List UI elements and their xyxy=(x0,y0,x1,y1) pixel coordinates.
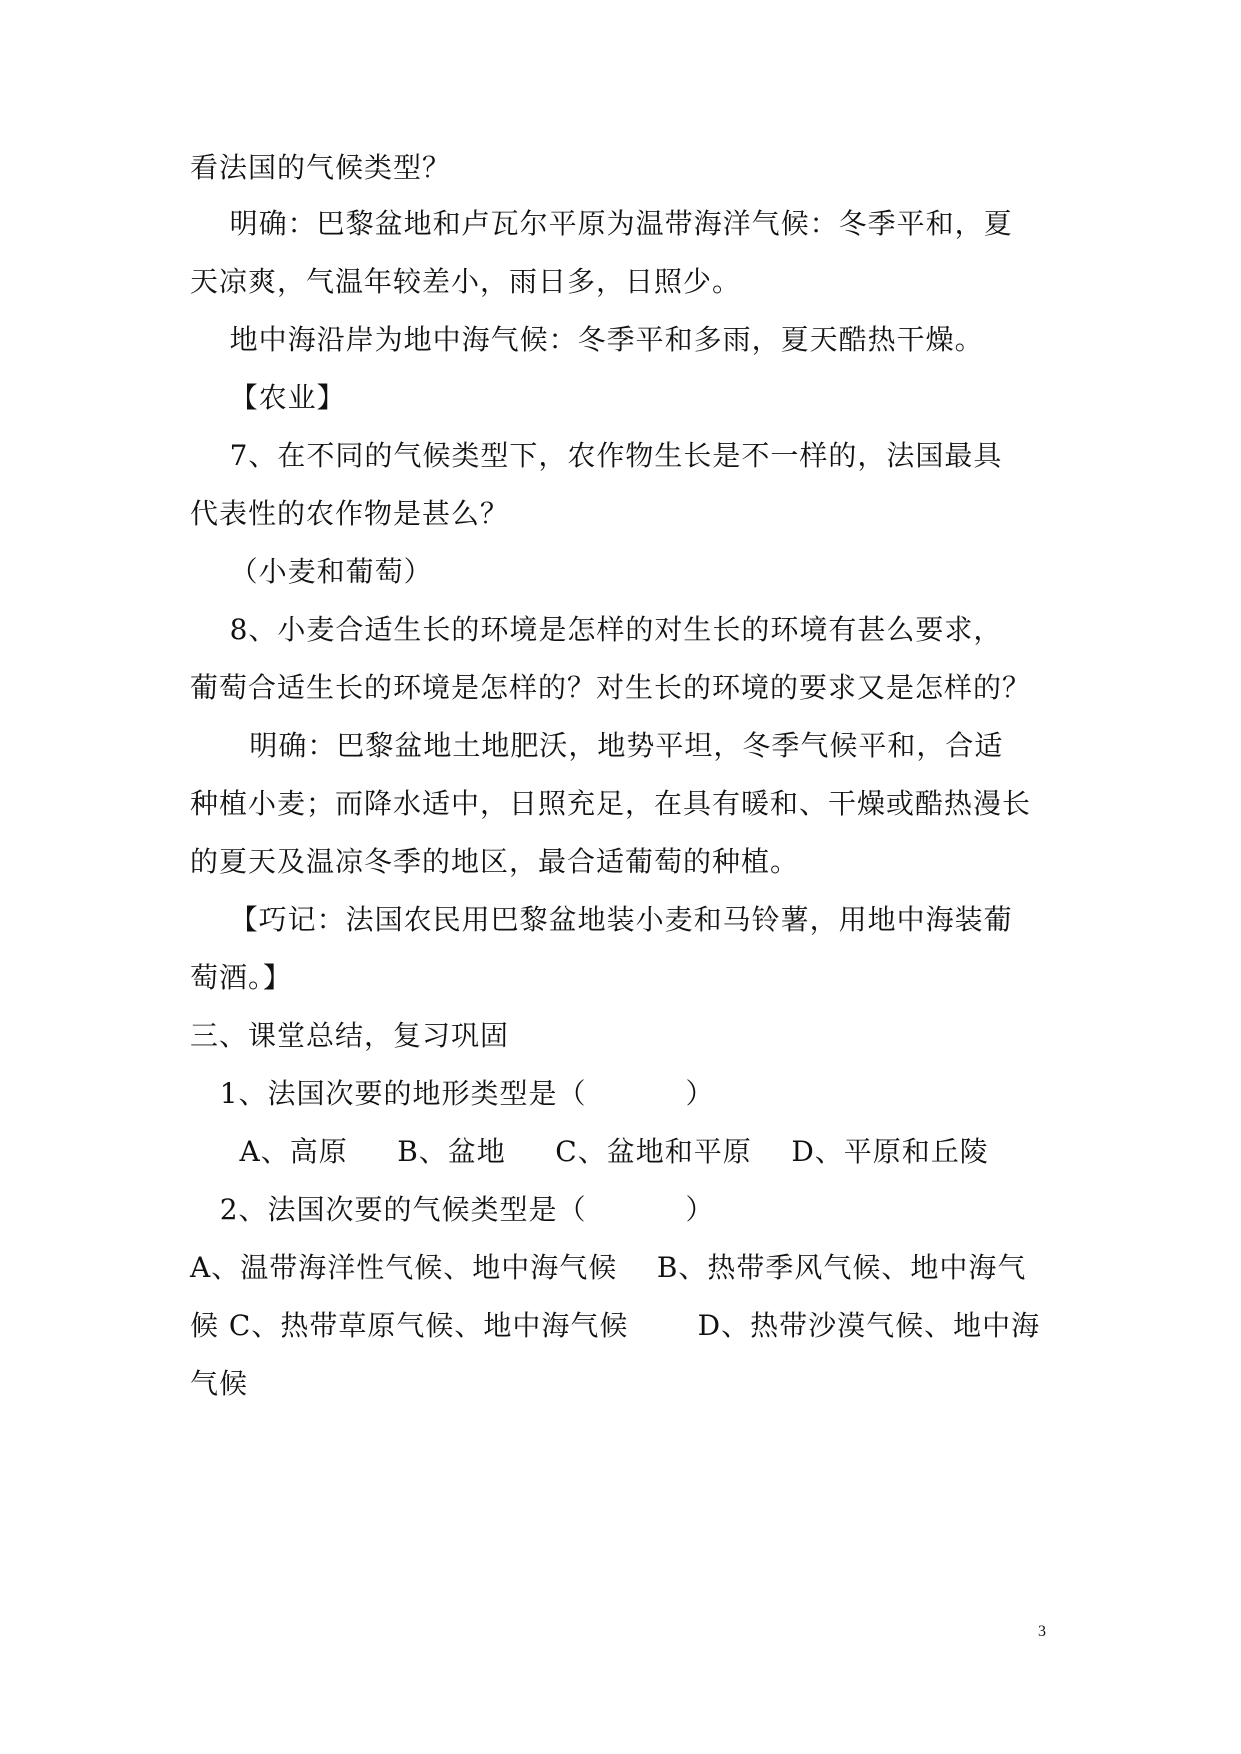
text-line: 明确：巴黎盆地土地肥沃，地势平坦，冬季气候平和，合适 xyxy=(190,729,1004,762)
text-line: 看法国的气候类型？ xyxy=(190,151,452,184)
answer-options: 气候 xyxy=(190,1367,249,1400)
text-line: 明确：巴黎盆地和卢瓦尔平原为温带海洋气候：冬季平和，夏 xyxy=(190,207,1013,240)
question-line: 1、法国次要的地形类型是（ ） xyxy=(190,1077,715,1110)
section-heading: 【农业】 xyxy=(190,381,346,414)
text-line: 的夏天及温凉冬季的地区，最合适葡萄的种植。 xyxy=(190,845,800,878)
question-line: 2、法国次要的气候类型是（ ） xyxy=(190,1193,715,1226)
answer-options: A、温带海洋性气候、地中海气候 B、热带季风气候、地中海气 xyxy=(190,1251,1027,1284)
text-line: 8、小麦合适生长的环境是怎样的对生长的环境有甚么要求， xyxy=(190,613,1003,646)
page-number: 3 xyxy=(1038,1623,1046,1640)
text-line: 7、在不同的气候类型下，农作物生长是不一样的，法国最具 xyxy=(190,439,1003,472)
text-line: 【巧记：法国农民用巴黎盆地装小麦和马铃薯，用地中海装葡 xyxy=(190,903,1013,936)
text-line: 天凉爽，气温年较差小，雨日多，日照少。 xyxy=(190,265,742,298)
answer-options: 候 C、热带草原气候、地中海气候 D、热带沙漠气候、地中海 xyxy=(190,1309,1041,1342)
answer-options: A、高原 B、盆地 C、盆地和平原 D、平原和丘陵 xyxy=(190,1135,989,1168)
text-line: 葡萄合适生长的环境是怎样的？对生长的环境的要求又是怎样的？ xyxy=(190,671,1032,704)
text-line: 种植小麦；而降水适中，日照充足，在具有暖和、干燥或酷热漫长 xyxy=(190,787,1032,820)
text-line: 萄酒。】 xyxy=(190,961,293,994)
text-line: 地中海沿岸为地中海气候：冬季平和多雨，夏天酷热干燥。 xyxy=(190,323,984,356)
text-line: 代表性的农作物是甚么？ xyxy=(190,497,510,530)
text-line: （小麦和葡萄） xyxy=(190,555,433,588)
section-heading: 三、课堂总结，复习巩固 xyxy=(190,1019,510,1052)
